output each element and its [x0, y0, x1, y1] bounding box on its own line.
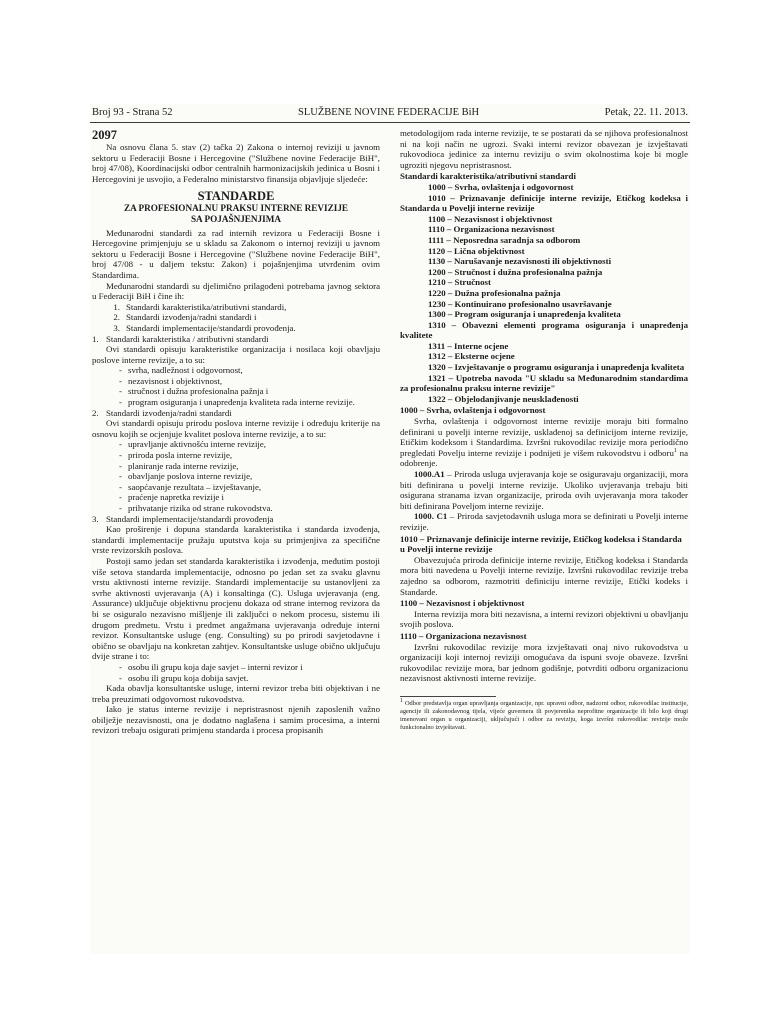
paragraph: Međunarodni standardi su djelimično prilagođeni potrebama javnog sektora u Federaciji BiH i čine ih:	[92, 280, 380, 302]
paragraph: Ovi standardi opisuju prirodu poslova interne revizije i određuju kriterije na osnovu kojih se ocjenjuje kvalitet poslova interne revizije, a to su:	[92, 418, 380, 439]
standard-code: 1000.A1	[414, 469, 445, 479]
page-header	[90, 104, 690, 123]
standard-item: 1322 – Objelodanjivanje neusklađenosti	[428, 393, 579, 404]
list-item: - planiranje rada interne revizije,	[119, 460, 239, 471]
standard-item: 1200 – Stručnost i dužna profesionalna pažnja	[428, 266, 603, 277]
standard-item: 1110 – Organizaciona nezavisnost	[428, 224, 555, 235]
list-item: - osobu ili grupu koja dobija savjet.	[119, 672, 249, 683]
standard-item: 1320 – Izvještavanje o programu osiguranja i unapređenja kvaliteta	[428, 362, 685, 373]
list-item: - prihvatanje rizika od strane rukovodstva.	[119, 503, 273, 513]
left-column	[92, 128, 380, 736]
standard-item: 1300 – Program osiguranja i unapređenja kvaliteta	[428, 309, 621, 320]
standard-item: 1321 – Upotreba navoda "U skladu sa Međunarodnim standardima za profesionalnu praksu interne revizije"	[400, 372, 688, 394]
standard-item: 1310 – Obavezni elementi programa osiguranja i unapređenja kvalitete	[400, 319, 688, 341]
paragraph: Postoji samo jedan set standarda karakteristika i izvođenja, međutim postoji više setova standarda implementacije, odnosno po jedan set za svaku glavnu vrstu aktivnosti interne revizije. Standardi implementacije su ustanovljeni za svrhe aktivnosti uvjeravanja (A) i konsaltinga (C). Usluga uvjeravanja (eng. Assurance) uključuje objektivnu procjenu dokaza od strane internog revizora da bi se osiguralo nezavisno mišljenje ili zaključci o nekom procesu, sistemu ili drugom predmetu. Vrstu i predmet angažmana uvjeravanja određuje interni revizor. Konsultantske usluge (eng. Consulting) su po prirodi savjetodavne i obično se obavljaju na konkretan zahtjev. Konsultantske usluge obično uključuju dvije strane i to:	[92, 555, 380, 662]
section-heading: 1100 – Nezavisnost i objektivnost	[400, 598, 525, 609]
list-item: - nezavisnost i objektivnost,	[119, 375, 223, 386]
list-item: - stručnost i dužna profesionalna pažnja i	[119, 386, 269, 397]
section-heading: 3. Standardi implementacije/standardi provođenja	[92, 513, 274, 524]
standard-item: 1210 – Stručnost	[428, 277, 491, 288]
paragraph: Interna revizija mora biti nezavisna, a interni revizori objektivni u obavljanju svojih poslova.	[400, 608, 688, 630]
paragraph: Ovi standardi opisuju karakteristike organizacija i nosilaca koji obavljaju poslove interne revizije, a to su:	[92, 344, 380, 365]
paragraph: Svrha, ovlaštenja i odgovornost interne revizije moraju biti formalno definirani u povelji interne revizije, usklađenoj sa definicijom interne revizije, Etičkim kodeksom i Standardima. Izvršni rukovodilac revizije mora periodično pregledati Povelju interne revizije i podnijeti je višem rukovodstvu i odboru$^1$ na odobrenje.	[400, 416, 689, 469]
standard-item: 1111 – Neposredna saradnja sa odborom	[428, 234, 581, 245]
paragraph: Iako je status interne revizije i nepristrasnost njenih zaposlenih važno obilježje nezavisnosti, ona je dodatno naglašena i samim procesima, a interni revizori trebaju osigurati primjenu standarda i procesa propisanih	[92, 704, 380, 736]
standard-item: 1120 – Lična objektivnost	[428, 245, 525, 256]
section-heading: 1010 – Priznavanje definicije interne revizije, Etičkog kodeksa i Standarda u Povelji interne revizije	[400, 533, 682, 555]
list-item: - osobu ili grupu koja daje savjet – interni revizor i	[119, 661, 303, 672]
standard-item: 1100 – Nezavisnost i objektivnost	[428, 213, 553, 224]
paragraph: metodologijom rada interne revizije, te se postarati da se njihova profesionalnost ni na koji način ne ugrozi. Svaki interni revizor obavezan je izvještavati rukovodioca jedinice za internu reviziju o svim okolnostima koje bi mogle ugroziti njegovu nepristrasnost.	[400, 128, 688, 170]
act-number: 2097	[92, 128, 117, 142]
paragraph: 1000.A1 – Priroda usluga uvjeravanja koje se osiguravaju organizaciji, mora biti definirana u povelji interne revizije. Ukoliko uvjeravanja trebaju biti osigurana stranama izvan organizacije, priroda ovih uvjeravanja mora također biti definirana Poveljom interne revizije.	[400, 469, 688, 511]
section-heading: Standardi karakteristika/atributivni standardi	[400, 171, 576, 182]
issue-date: Petak, 22. 11. 2013.	[604, 107, 688, 118]
standard-item: 1312 – Eksterne ocjene	[428, 351, 515, 362]
paragraph: Međunarodni standardi za rad internih revizora u Federaciji Bosne i Hercegovine primjenjuju se u skladu sa Zakonom o internoj reviziji u javnom sektoru u Federaciji Bosne i Hercegovine ("Službene novine Federacije BiH", broj 47/08 - u daljem tekstu: Zakon) i pojašnjenjima utvrđenim ovim Standardima.	[92, 227, 380, 280]
footnote-divider	[400, 696, 496, 697]
list-item: 1. Standardi karakteristika/atributivni standardi,	[113, 301, 287, 312]
standard-item: 1130 – Narušavanje nezavisnosti ili objektivnosti	[428, 256, 612, 267]
paragraph: Kada obavlja konsultantske usluge, interni revizor treba biti objektivan i ne treba preuzimati odgovornost rukovodstva.	[92, 683, 380, 704]
list-item: - praćenje napretka revizije i	[119, 492, 224, 503]
issue-page-number: Broj 93 - Strana 52	[92, 107, 173, 118]
standard-code: 1000. C1	[414, 511, 448, 522]
paragraph: Obavezujuća priroda definicije interne revizije, Etičkog kodeksa i Standarda mora biti navedena u Povelji interne revizije. Izvršni rukovodilac revizije treba zajedno sa odborom, razmotriti definiciju interne revizije, Etički kodeks i Standarde.	[400, 554, 688, 597]
paragraph: 1000. C1 – Priroda savjetodavnih usluga mora se definirati u Povelji interne revizije.	[400, 511, 688, 532]
list-item: - obavljanje poslova interne revizije,	[119, 471, 253, 482]
list-item: 3. Standardi implementacije/standardi provođenja.	[113, 322, 296, 333]
standard-item: 1010 – Priznavanje definicije interne revizije, Etičkog kodeksa i Standarda u Povelji interne revizije	[400, 192, 688, 214]
footnote-reference: 1	[673, 447, 677, 454]
list-item: - program osiguranja i unapređenja kvaliteta rada interne revizije.	[119, 397, 355, 408]
footnote: $^1$ Odbor predstavlja organ upravljanja organizacije, npr. upravni odbor, nadzorni odbor, rukovodilac institucije, agencije ili zakonodavnog tijela, vijeće guvernera ili povjerenika neprofitne organizacije ili bilo koji drugi imenovani organ u organizaciji, uključujući i odbor za reviziju, koga izvršni rukovodilac revizije može funkcionalno izvještavati.	[400, 697, 688, 732]
standard-item: 1220 – Dužna profesionalna pažnja	[428, 287, 561, 298]
paragraph: Izvršni rukovodilac revizije mora izvještavati onaj nivo rukovodstva u organizaciji koji internoj reviziji omogućava da ispuni svoje obaveze. Izvršni rukovodilac revizije mora, bar jednom godišnje, potvrditi odboru organizacionu nezavisnost aktivnosti interne revizije.	[400, 641, 688, 684]
list-item: - svrha, nadležnost i odgovornost,	[119, 365, 243, 376]
list-item: - priroda posla interne revizije,	[119, 450, 233, 461]
document-subtitle: ZA PROFESIONALNU PRAKSU INTERNE REVIZIJE	[123, 203, 349, 214]
gazette-title: SLUŽBENE NOVINE FEDERACIJE BiH	[298, 107, 480, 118]
standard-item: 1311 – Interne ocjene	[428, 340, 509, 351]
standard-item: 1230 – Kontinuirano profesionalno usavršavanje	[428, 298, 612, 309]
section-heading: 2. Standardi izvođenja/radni standardi	[92, 407, 232, 418]
section-heading: 1. Standardi karakteristika / atributivni standardi	[92, 333, 269, 344]
list-item: - upravljanje aktivnošću interne revizije,	[119, 439, 267, 450]
right-column	[400, 128, 688, 733]
section-heading: 1110 – Organizaciona nezavisnost	[400, 630, 527, 641]
section-heading: 1000 – Svrha, ovlaštenja i odgovornost	[400, 405, 546, 416]
intro-paragraph: Na osnovu člana 5. stav (2) tačka 2) Zakona o internoj reviziji u javnom sektoru u Federaciji Bosne i Hercegovine ("Službene novine Federacije BiH", broj 47/08), Koordinacijski odbor centralnih harmonizacijskih jedinica u Bosni i Hercegovini je usvojio, a Federalno ministarstvo finansija objavljuje sljedeće:	[92, 142, 380, 184]
standard-item: 1000 – Svrha, ovlaštenja i odgovornost	[428, 181, 574, 192]
gazette-page	[90, 104, 690, 954]
list-item: 2. Standardi izvođenja/radni standardi i	[113, 312, 257, 323]
document-subtitle: SA POJAŠNJENJIMA	[190, 213, 282, 224]
document-title: STANDARDE	[197, 189, 275, 204]
paragraph: Kao proširenje i dopuna standarda karakteristika i standarda izvođenja, standardi implementacije pružaju uputstva koja su primjenjiva za specifične vrste revizorskih poslova.	[92, 524, 380, 556]
list-item: - saopćavanje rezultata – izvještavanje,	[119, 481, 262, 492]
